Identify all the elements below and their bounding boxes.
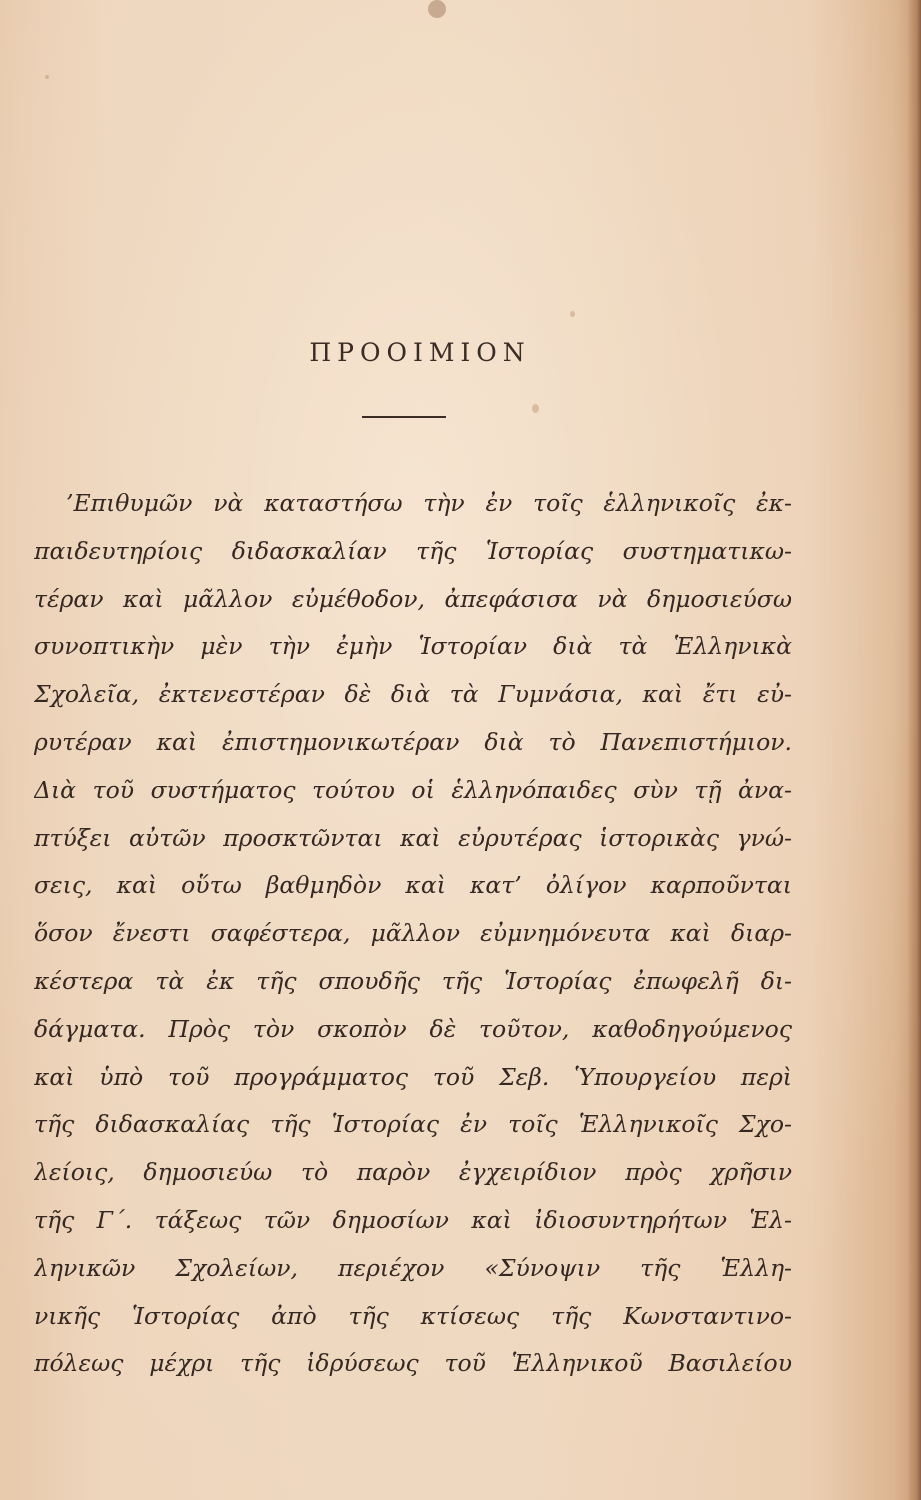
text-line: ’Επιθυμῶν νὰ καταστήσω τὴν ἐν τοῖς ἑλληνικοῖς ἐκ-: [66, 489, 792, 517]
foxing-spot: [570, 311, 575, 317]
text-line: Σχολεῖα, ἐκτενεστέραν δὲ διὰ τὰ Γυμνάσια, καὶ ἔτι εὐ-: [34, 680, 792, 709]
text-line: κέστερα τὰ ἐκ τῆς σπουδῆς τῆς Ἱστορίας ἐπωφελῆ δι-: [34, 966, 792, 995]
text-line: ληνικῶν Σχολείων, περιέχον «Σύνοψιν τῆς Ἑλλη-: [34, 1253, 792, 1282]
text-line: ρυτέραν καὶ ἐπιστημονικωτέραν διὰ τὸ Πανεπιστήμιον.: [34, 727, 792, 756]
page-title: ΠΡΟΟΙΜΙΟΝ: [309, 338, 531, 367]
text-line: τέραν καὶ μᾶλλον εὐμέθοδον, ἀπεφάσισα νὰ δημοσιεύσω: [34, 584, 792, 613]
text-line: πτύξει αὐτῶν προσκτῶνται καὶ εὐρυτέρας ἱστορικὰς γνώ-: [34, 823, 792, 852]
ink-spot: [428, 0, 446, 18]
text-line: συνοπτικὴν μὲν τὴν ἐμὴν Ἱστορίαν διὰ τὰ Ἑλληνικὰ: [34, 632, 792, 661]
text-line: λείοις, δημοσιεύω τὸ παρὸν ἐγχειρίδιον πρὸς χρῆσιν: [34, 1158, 792, 1187]
foxing-spot: [532, 404, 539, 413]
text-line: σεις, καὶ οὕτω βαθμηδὸν καὶ κατ’ ὀλίγον καρποῦνται: [34, 871, 792, 900]
preface-text: [34, 480, 792, 1388]
text-line: πόλεως μέχρι τῆς ἱδρύσεως τοῦ Ἑλληνικοῦ Βασιλείου: [34, 1349, 792, 1378]
text-line: νικῆς Ἱστορίας ἀπὸ τῆς κτίσεως τῆς Κωνσταντινο-: [34, 1301, 792, 1330]
title-divider: [362, 416, 446, 418]
text-line: Διὰ τοῦ συστήματος τούτου οἱ ἑλληνόπαιδες σὺν τῇ ἀνα-: [34, 775, 792, 804]
text-line: καὶ ὑπὸ τοῦ προγράμματος τοῦ Σεβ. Ὑπουργείου περὶ: [34, 1062, 792, 1091]
text-line: τῆς Γ΄. τάξεως τῶν δημοσίων καὶ ἰδιοσυντηρήτων Ἑλ-: [34, 1205, 792, 1234]
foxing-spot: [45, 75, 49, 79]
text-line: ὅσον ἔνεστι σαφέστερα, μᾶλλον εὐμνημόνευτα καὶ διαρ-: [34, 919, 792, 948]
text-line: δάγματα. Πρὸς τὸν σκοπὸν δὲ τοῦτον, καθοδηγούμενος: [34, 1014, 792, 1043]
page-edge-shadow: [907, 0, 921, 1500]
text-line: παιδευτηρίοις διδασκαλίαν τῆς Ἱστορίας συστηματικω-: [34, 536, 792, 565]
text-line: τῆς διδασκαλίας τῆς Ἱστορίας ἐν τοῖς Ἑλληνικοῖς Σχο-: [34, 1110, 792, 1139]
